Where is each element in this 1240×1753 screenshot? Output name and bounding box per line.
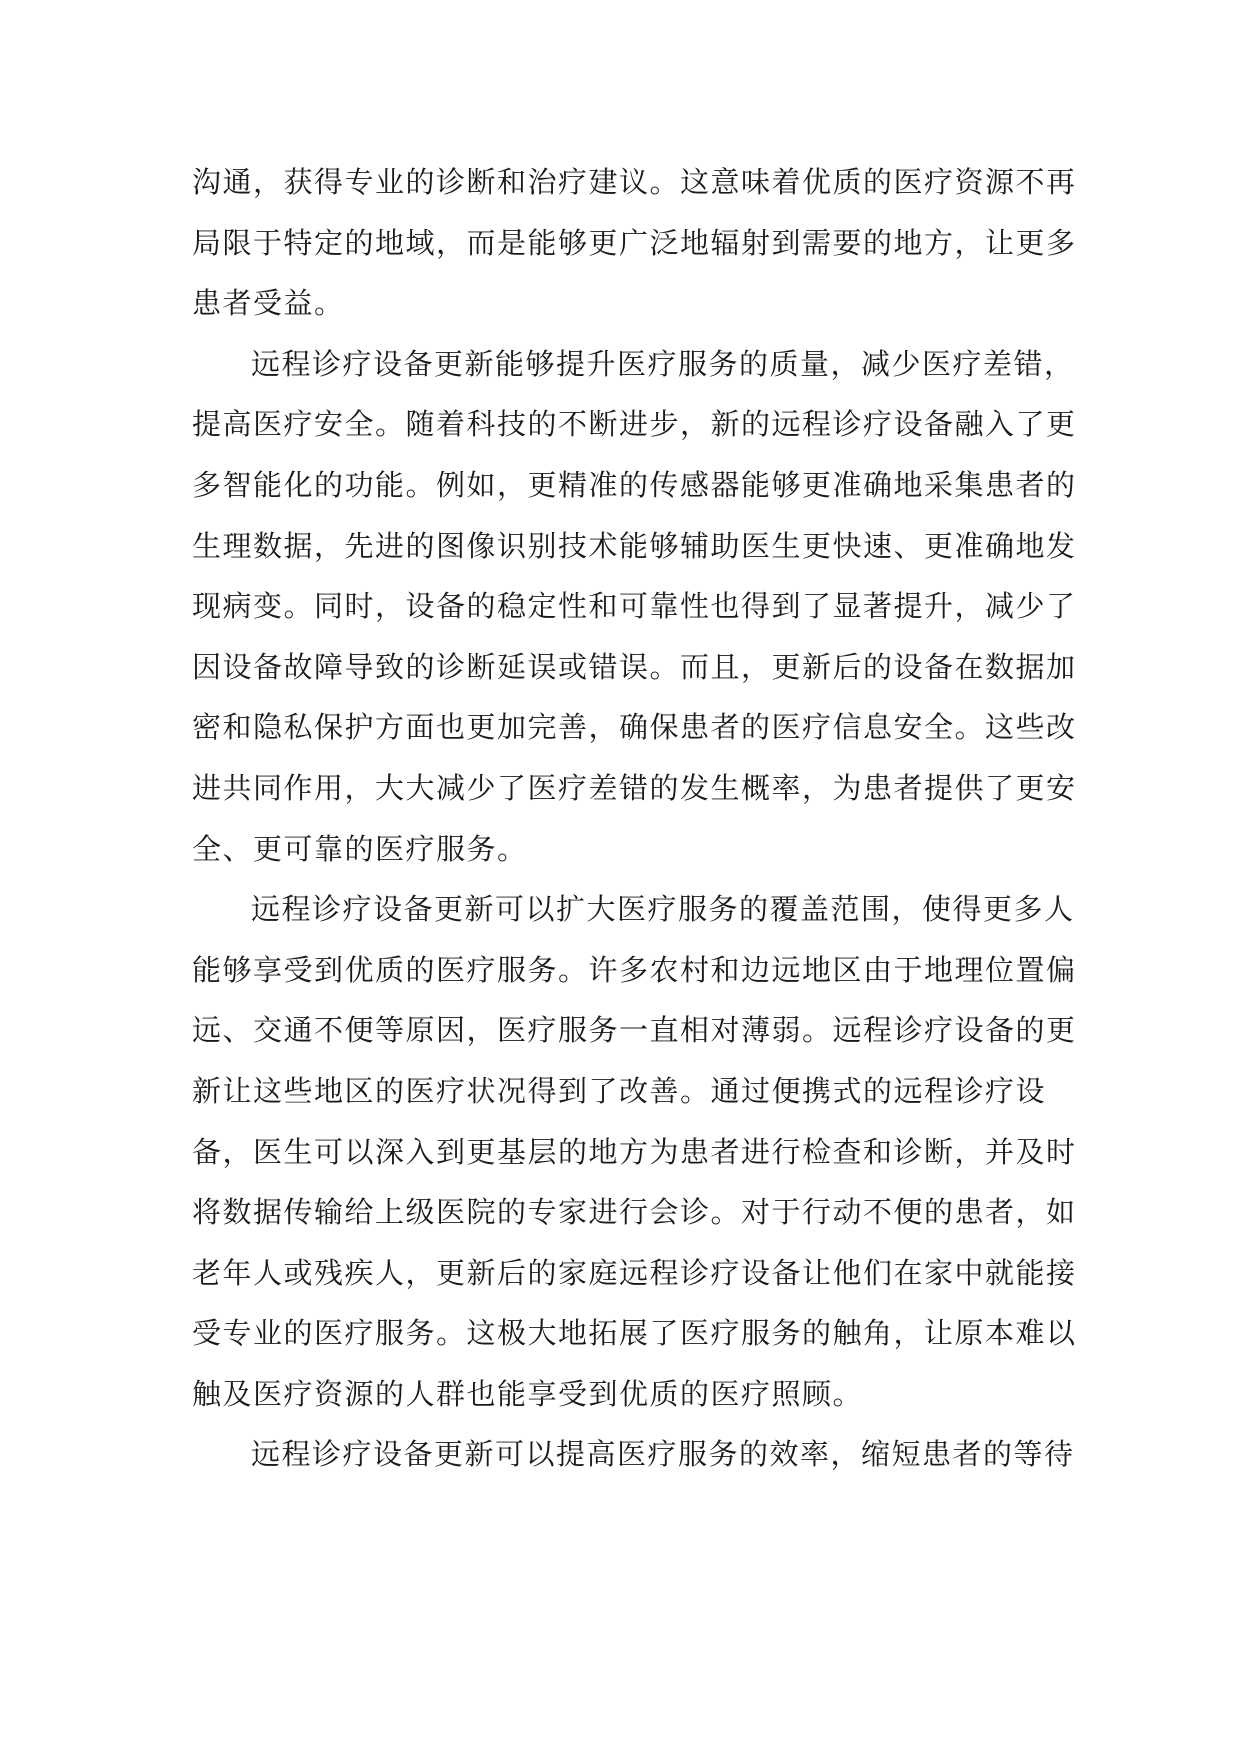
text-line: 触及医疗资源的人群也能享受到优质的医疗照顾。 [192,1376,864,1411]
text-line: 因设备故障导致的诊断延误或错误。而且，更新后的设备在数据加 [192,649,1077,684]
text-line: 进共同作用，大大减少了医疗差错的发生概率，为患者提供了更安 [192,770,1077,805]
text-line: 远程诊疗设备更新可以扩大医疗服务的覆盖范围，使得更多人 [251,892,1075,927]
text-line: 将数据传输给上级医院的专家进行会诊。对于行动不便的患者，如 [192,1195,1077,1230]
text-line: 老年人或残疾人，更新后的家庭远程诊疗设备让他们在家中就能接 [192,1255,1077,1290]
text-line: 局限于特定的地域，而是能够更广泛地辐射到需要的地方，让更多 [192,225,1077,260]
text-line: 现病变。同时，设备的稳定性和可靠性也得到了显著提升，减少了 [192,589,1077,624]
text-line: 全、更可靠的医疗服务。 [192,831,528,866]
text-line: 患者受益。 [192,286,345,321]
paragraph [192,334,1077,879]
paragraph [192,1424,1075,1485]
text-line: 远程诊疗设备更新能够提升医疗服务的质量，减少医疗差错， [251,346,1075,381]
text-line: 沟通，获得专业的诊断和治疗建议。这意味着优质的医疗资源不再 [192,165,1077,199]
text-line: 生理数据，先进的图像识别技术能够辅助医生更快速、更准确地发 [192,528,1077,563]
document-body [192,152,1077,1485]
text-line: 密和隐私保护方面也更加完善，确保患者的医疗信息安全。这些改 [192,710,1077,745]
text-line: 新让这些地区的医疗状况得到了改善。通过便携式的远程诊疗设 [192,1073,1047,1108]
text-line: 远程诊疗设备更新可以提高医疗服务的效率，缩短患者的等待 [251,1437,1075,1472]
paragraph [192,152,1077,334]
text-line: 备，医生可以深入到更基层的地方为患者进行检查和诊断，并及时 [192,1134,1077,1169]
text-line: 能够享受到优质的医疗服务。许多农村和边远地区由于地理位置偏 [192,952,1077,987]
text-line: 远、交通不便等原因，医疗服务一直相对薄弱。远程诊疗设备的更 [192,1013,1077,1048]
text-line: 受专业的医疗服务。这极大地拓展了医疗服务的触角，让原本难以 [192,1316,1077,1351]
text-line: 提高医疗安全。随着科技的不断进步，新的远程诊疗设备融入了更 [192,407,1077,442]
text-line: 多智能化的功能。例如，更精准的传感器能够更准确地采集患者的 [192,467,1077,502]
paragraph [192,879,1077,1424]
